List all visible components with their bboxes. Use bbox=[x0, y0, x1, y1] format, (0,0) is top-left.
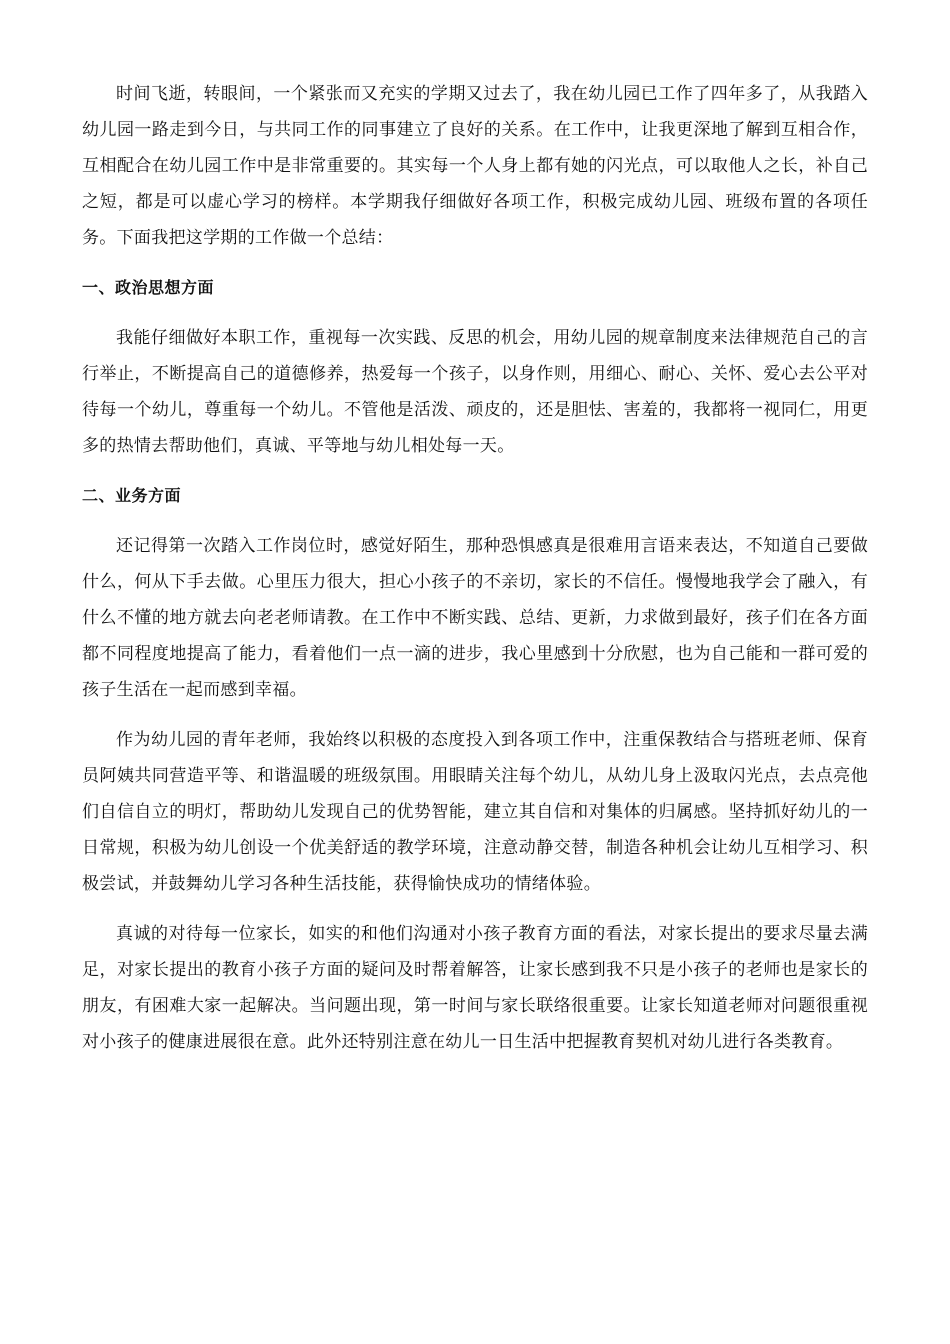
section-heading-political: 一、政治思想方面 bbox=[82, 278, 215, 297]
intro-paragraph: 时间飞逝，转眼间，一个紧张而又充实的学期又过去了，我在幼儿园已工作了四年多了，从我踏入幼儿园一路走到今日，与共同工作的同事建立了良好的关系。在工作中，让我更深地了解到互相合作，互相配合在幼儿园工作中是非常重要的。其实每一个人身上都有她的闪光点，可以取他人之长，补自己之短，都是可以虚心学习的榜样。本学期我仔细做好各项工作，积极完成幼儿园、班级布置的各项任务。下面我把这学期的工作做一个总结： bbox=[82, 84, 868, 248]
section-heading-business: 二、业务方面 bbox=[82, 486, 182, 505]
document-body bbox=[82, 76, 868, 1074]
business-paragraph-1: 还记得第一次踏入工作岗位时，感觉好陌生，那种恐惧感真是很难用言语来表达，不知道自己要做什么，何从下手去做。心里压力很大，担心小孩子的不亲切，家长的不信任。慢慢地我学会了融入，有什么不懂的地方就去向老老师请教。在工作中不断实践、总结、更新，力求做到最好，孩子们在各方面都不同程度地提高了能力，看着他们一点一滴的进步，我心里感到十分欣慰，也为自己能和一群可爱的孩子生活在一起而感到幸福。 bbox=[82, 536, 868, 700]
political-paragraph: 我能仔细做好本职工作，重视每一次实践、反思的机会，用幼儿园的规章制度来法律规范自己的言行举止，不断提高自己的道德修养，热爱每一个孩子，以身作则，用细心、耐心、关怀、爱心去公平对待每一个幼儿，尊重每一个幼儿。不管他是活泼、顽皮的，还是胆怯、害羞的，我都将一视同仁，用更多的热情去帮助他们，真诚、平等地与幼儿相处每一天。 bbox=[82, 328, 868, 456]
business-paragraph-3: 真诚的对待每一位家长，如实的和他们沟通对小孩子教育方面的看法，对家长提出的要求尽量去满足，对家长提出的教育小孩子方面的疑问及时帮着解答，让家长感到我不只是小孩子的老师也是家长的朋友，有困难大家一起解决。当问题出现，第一时间与家长联络很重要。让家长知道老师对问题很重视对小孩子的健康进展很在意。此外还特别注意在幼儿一日生活中把握教育契机对幼儿进行各类教育。 bbox=[82, 924, 868, 1052]
business-paragraph-2: 作为幼儿园的青年老师，我始终以积极的态度投入到各项工作中，注重保教结合与搭班老师、保育员阿姨共同营造平等、和谐温暖的班级氛围。用眼睛关注每个幼儿，从幼儿身上汲取闪光点，去点亮他们自信自立的明灯，帮助幼儿发现自己的优势智能，建立其自信和对集体的归属感。坚持抓好幼儿的一日常规，积极为幼儿创设一个优美舒适的教学环境，注意动静交替，制造各种机会让幼儿互相学习、积极尝试，并鼓舞幼儿学习各种生活技能，获得愉快成功的情绪体验。 bbox=[82, 730, 868, 894]
